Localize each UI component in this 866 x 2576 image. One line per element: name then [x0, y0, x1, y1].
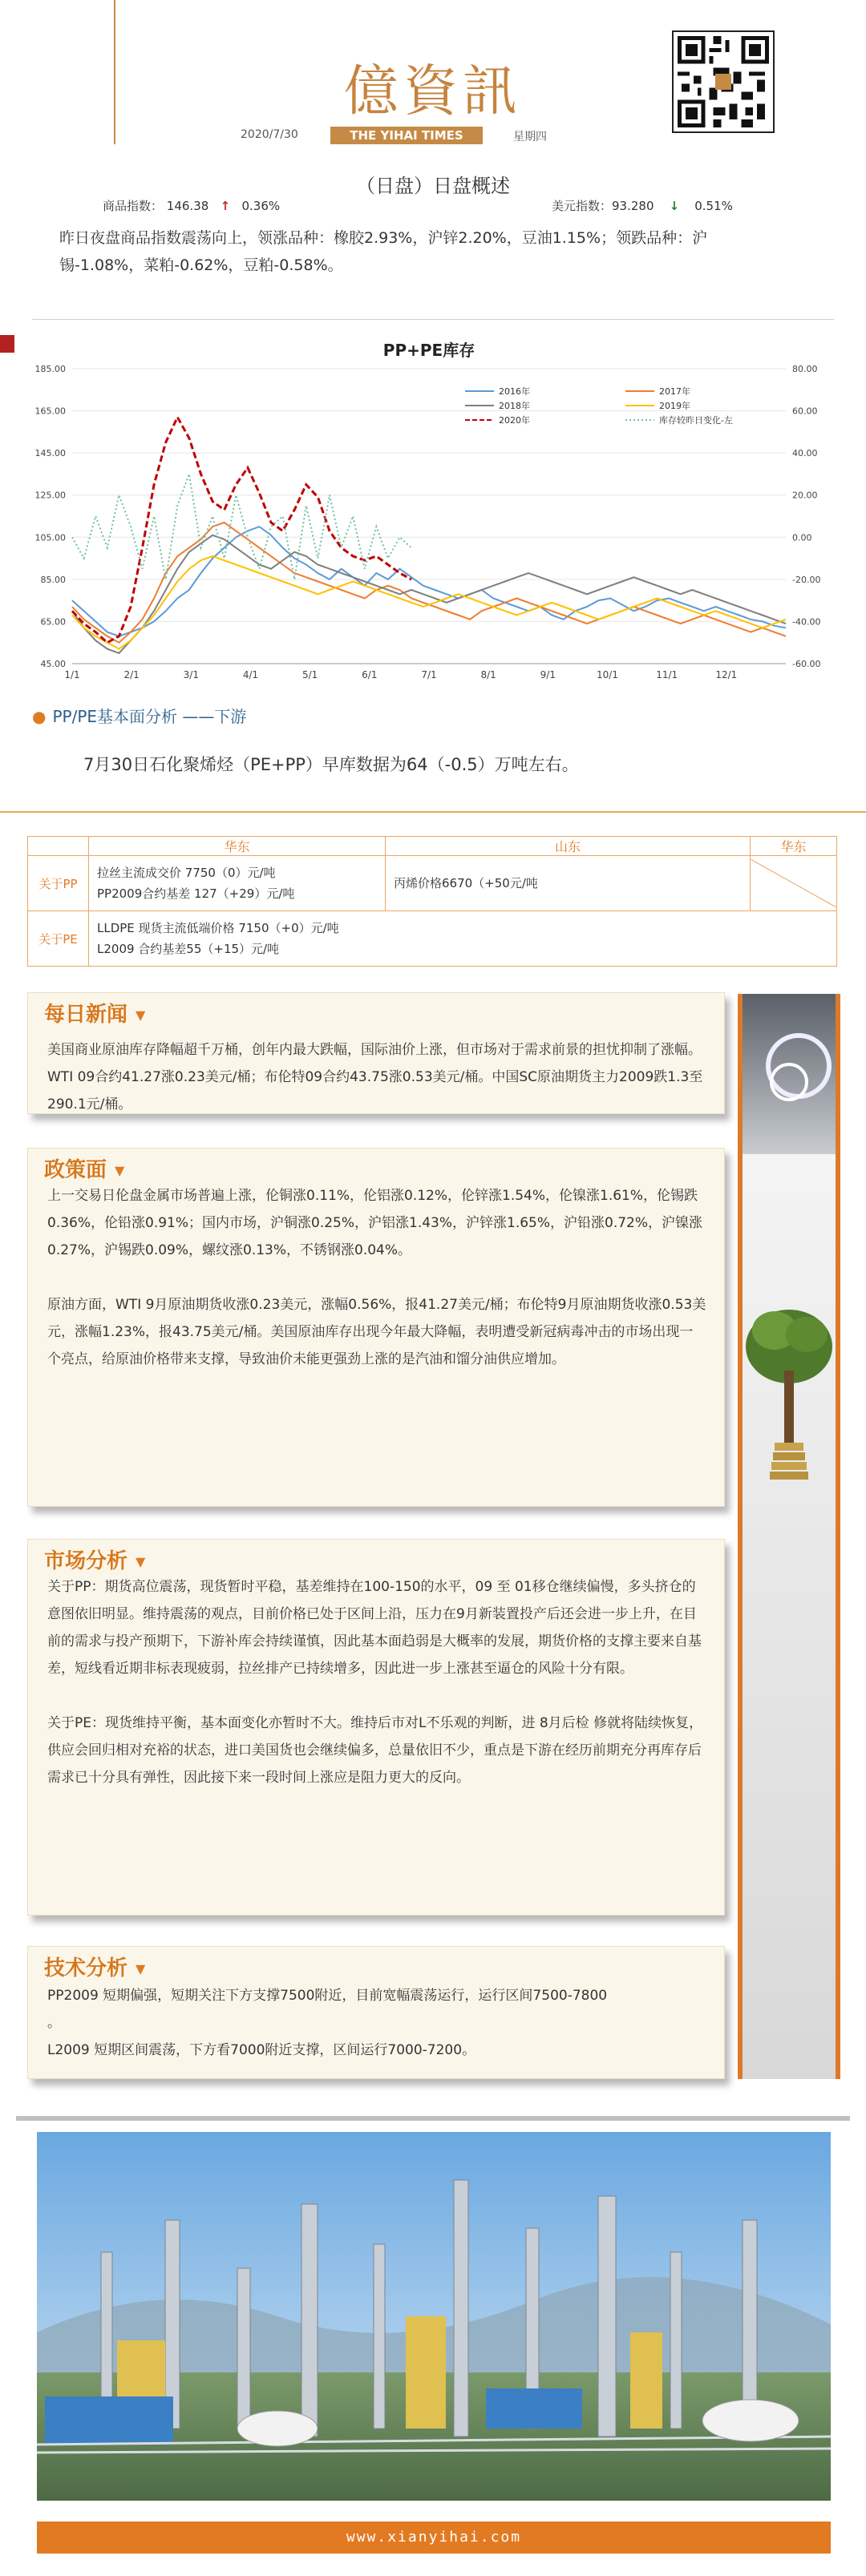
footer-url: www.xianyihai.com: [37, 2521, 831, 2554]
y-left-tick-label: 65.00: [40, 616, 66, 628]
y-right-tick-label: 20.00: [792, 490, 818, 501]
chevron-down-icon: ▼: [136, 1007, 146, 1023]
header-divider-line: [114, 0, 115, 144]
divider: [0, 811, 866, 813]
x-tick-label: 4/1: [242, 669, 259, 680]
usd-index: 美元指数：93.280 ↓ 0.51%: [552, 199, 733, 213]
policy-body: 上一交易日伦盘金属市场普遍上涨，伦铜涨0.11%，伦铝涨0.12%，伦锌涨1.54%，伦镍涨1.61%，伦锡跌0.36%，伦铅涨0.91%；国内市场，沪铜涨0.25%，沪铝涨1.43%，沪锌涨1.65%，沪铅涨0.72%，沪镍涨0.27%，沪锡跌0.09%，螺纹涨0.13%，不锈钢涨0.04%。 原油方面，WTI 9月原油期货收涨0.23美元，涨幅0.56%，报41.27美元/桶；布伦特9月原油期货收涨0.53美元，涨幅1.23%，报43.75美元/桶。美国原油库存出现今年最大降幅，表明遭受新冠病毒冲击的市场出现一个亮点，给原油价格带来支撑，导致油价未能更强劲上涨的是汽油和馏分油供应增加。: [47, 1188, 706, 1367]
x-tick-label: 8/1: [480, 669, 496, 680]
panel-heading: 市场分析 ▼: [44, 1549, 146, 1573]
chevron-down-icon: ▼: [136, 1961, 146, 1976]
y-left-tick-label: 85.00: [40, 574, 66, 585]
series-line-0: [72, 527, 786, 636]
price-table: [27, 836, 837, 967]
table-cell: 丙烯价格6670（+50元/吨: [386, 856, 751, 911]
issue-weekday: 星期四: [513, 131, 547, 143]
table-header-cell: 山东: [386, 837, 751, 856]
inventory-chart: [16, 337, 842, 681]
panel-heading: 技术分析 ▼: [44, 1956, 146, 1980]
y-left-tick-label: 125.00: [34, 490, 66, 501]
x-tick-label: 9/1: [540, 669, 556, 680]
table-cell: 拉丝主流成交价 7750（0）元/吨 PP2009合约基差 127（+29）元/吨: [89, 856, 386, 911]
qr-code-icon: [672, 30, 775, 133]
divider: [16, 2116, 850, 2121]
fundamentals-text: 7月30日石化聚烯烃（PE+PP）早库数据为64（-0.5）万吨左右。: [83, 755, 579, 774]
arrow-down-icon: ↓: [669, 199, 680, 213]
x-tick-label: 10/1: [597, 669, 618, 680]
table-row: [28, 911, 837, 967]
commodity-index-change: 0.36%: [241, 199, 281, 213]
table-cell: LLDPE 现货主流低端价格 7150（+0）元/吨 L2009 合约基差55（+15）元/吨: [89, 911, 837, 967]
commodity-index-value: 146.38: [166, 199, 209, 213]
table-header-row: [28, 837, 837, 856]
header: [0, 0, 866, 144]
row-label: 关于PE: [28, 911, 89, 967]
y-right-tick-label: -40.00: [792, 616, 821, 628]
y-left-tick-label: 185.00: [34, 364, 66, 374]
legend-label: 2016年: [499, 386, 530, 397]
legend-label: 2020年: [499, 415, 530, 426]
table-header-cell: [28, 837, 89, 856]
market-panel: [27, 1539, 725, 1916]
technical-body: PP2009 短期偏强，短期关注下方支撑7500附近，目前宽幅震荡运行，运行区间7500-7800 。 L2009 短期区间震荡，下方看7000附近支撑，区间运行7000-7200。: [47, 1988, 608, 2058]
y-left-tick-label: 165.00: [34, 406, 66, 417]
panel-heading: 政策面 ▼: [44, 1158, 125, 1182]
y-left-tick-label: 145.00: [34, 448, 66, 459]
usd-index-change: 0.51%: [694, 199, 733, 213]
series-line-5: [72, 474, 411, 579]
y-right-tick-label: 0.00: [792, 532, 812, 543]
table-cell-empty: [751, 856, 837, 911]
legend-label: 2019年: [659, 401, 690, 411]
y-right-tick-label: -20.00: [792, 574, 821, 585]
masthead-logo: 億資訊: [343, 60, 522, 123]
side-image: [743, 994, 836, 2079]
x-tick-label: 6/1: [362, 669, 378, 680]
arrow-up-icon: ↑: [220, 199, 231, 213]
divider: [32, 319, 834, 320]
series-line-4: [72, 418, 411, 643]
series-line-2: [72, 535, 786, 653]
y-right-tick-label: -60.00: [792, 659, 821, 669]
x-tick-label: 3/1: [183, 669, 199, 680]
daily-summary-title: （日盘）日盘概述: [356, 175, 510, 197]
bullet-icon: ●: [32, 707, 47, 726]
chart-title: PP+PE库存: [382, 341, 475, 360]
fundamentals-label: ● PP/PE基本面分析 ——下游: [32, 707, 247, 726]
table-header-cell: 华东: [751, 837, 837, 856]
chevron-down-icon: ▼: [115, 1163, 125, 1178]
issue-date: 2020/7/30: [241, 128, 298, 141]
y-left-tick-label: 45.00: [40, 659, 66, 669]
x-tick-label: 2/1: [123, 669, 140, 680]
chevron-down-icon: ▼: [136, 1554, 146, 1569]
section-marker: [0, 335, 14, 353]
row-label: 关于PP: [28, 856, 89, 911]
legend-label: 库存较昨日变化-左: [659, 415, 733, 426]
legend-label: 2018年: [499, 401, 530, 411]
x-tick-label: 1/1: [64, 669, 80, 680]
masthead-subtitle: THE YIHAI TIMES: [330, 127, 483, 144]
x-tick-label: 7/1: [421, 669, 437, 680]
market-body: 关于PP：期货高位震荡，现货暂时平稳，基差维持在100-150的水平，09 至 01移仓继续偏慢，多头挤仓的意图依旧明显。维持震荡的观点，目前价格已处于区间上沿，压力在9月新装置投产后还会进一步上升，在目前的需求与投产预期下，下游补库会持续谨慎，因此基本面趋弱是大概率的发展，期货价格的支撑主要来自基差，短线看近期非标表现疲弱，拉丝排产已持续增多，因此进一步上涨甚至逼仓的风险十分有限。 关于PE：现货维持平衡，基本面变化亦暂时不大。维持后市对L不乐观的判断，进 8月后检 修就将陆续恢复，供应会回归相对充裕的状态，进口美国货也会继续偏多，总量依旧不少，重点是下游在经历前期充分再库存后需求已十分具有弹性，因此接下来一段时间上涨应是阻力更大的反向。: [47, 1579, 703, 1786]
x-tick-label: 11/1: [656, 669, 678, 680]
technical-panel: [27, 1946, 725, 2079]
commodity-index: 商品指数： 146.38 ↑ 0.36%: [103, 199, 281, 213]
summary-text: 昨日夜盘商品指数震荡向上，领涨品种：橡胶2.93%，沪锌2.20%，豆油1.15%；领跌品种：沪锡-1.08%，菜粕-0.62%，豆粕-0.58%。: [59, 229, 708, 274]
news-body: 美国商业原油库存降幅超千万桶，创年内最大跌幅，国际油价上涨，但市场对于需求前景的担忧抑制了涨幅。WTI 09合约41.27涨0.23美元/桶；布伦特09合约43.75涨0.53美元/桶。中国SC原油期货主力2009跌1.3至290.1元/桶。: [47, 1042, 703, 1112]
y-right-tick-label: 40.00: [792, 448, 818, 459]
policy-panel: [27, 1148, 725, 1507]
x-tick-label: 5/1: [302, 669, 318, 680]
panel-heading: 每日新闻 ▼: [44, 1003, 146, 1027]
side-decoration: [738, 994, 840, 2079]
y-right-tick-label: 80.00: [792, 364, 818, 374]
y-left-tick-label: 105.00: [34, 532, 66, 543]
news-panel: [27, 992, 725, 1114]
table-row: [28, 856, 837, 911]
y-right-tick-label: 60.00: [792, 406, 818, 417]
series-line-1: [72, 523, 786, 643]
x-tick-label: 12/1: [715, 669, 738, 680]
factory-photo: [37, 2132, 831, 2501]
table-header-cell: 华东: [89, 837, 386, 856]
usd-index-value: 93.280: [612, 199, 654, 213]
legend-label: 2017年: [659, 386, 690, 397]
index-row: [0, 194, 866, 215]
diagonal-line: [751, 859, 836, 907]
